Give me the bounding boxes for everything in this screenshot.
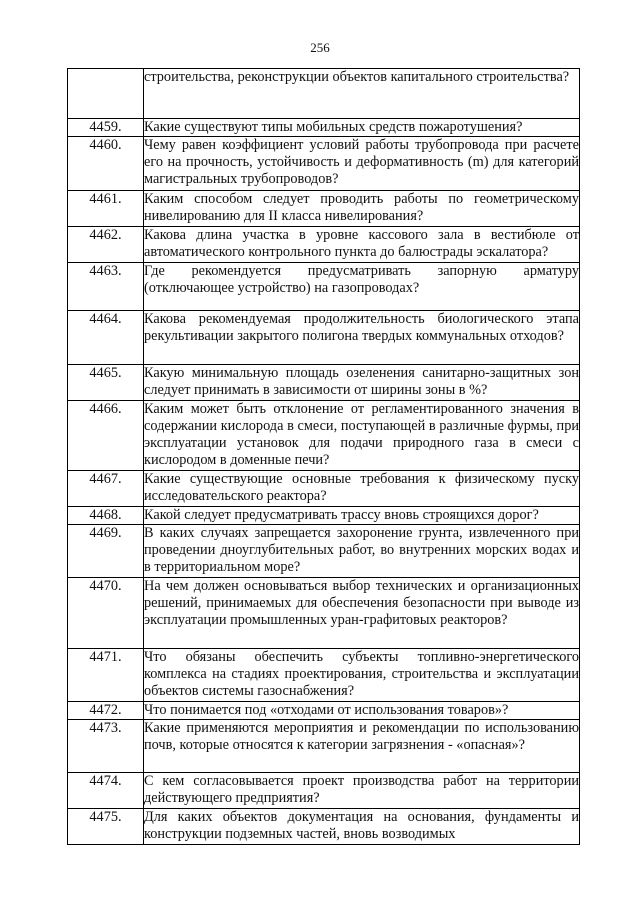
question-number: 4462. [68,227,144,263]
table-row [68,702,580,720]
table-row [68,578,580,649]
question-text: Чему равен коэффициент условий работы трубопровода при расчете его на прочность, устойчивость и деформативность (m) для категорий магистральных трубопроводов? [144,137,580,191]
question-number: 4460. [68,137,144,191]
question-number [68,69,144,119]
question-number: 4473. [68,720,144,773]
question-text: Какова длина участка в уровне кассового зала в вестибюле от автоматического контрольного пункта до балюстрады эскалатора? [144,227,580,263]
table-row [68,507,580,525]
question-text: Где рекомендуется предусматривать запорную арматуру (отключающее устройство) на газопроводах? [144,263,580,311]
question-text: строительства, реконструкции объектов капитального строительства? [144,69,580,119]
question-text: Какие существующие основные требования к физическому пуску исследовательского реактора? [144,471,580,507]
table-row [68,649,580,702]
question-number: 4475. [68,809,144,845]
table-row [68,365,580,401]
table-row [68,401,580,471]
question-number: 4467. [68,471,144,507]
question-text: Каким может быть отклонение от регламентированного значения в содержании кислорода в смеси, поступающей в различные фурмы, при эксплуатации установок для подачи природного газа в смеси с кислородом в доменные печи? [144,401,580,471]
question-text: В каких случаях запрещается захоронение грунта, извлеченного при проведении дноуглубительных работ, во внутренних морских водах и в территориальном море? [144,525,580,578]
question-text: Какие существуют типы мобильных средств пожаротушения? [144,119,580,137]
table-row [68,263,580,311]
question-number: 4465. [68,365,144,401]
question-number: 4471. [68,649,144,702]
table-row [68,119,580,137]
table-row [68,311,580,365]
question-text: Каким способом следует проводить работы по геометрическому нивелированию для II класса нивелирования? [144,191,580,227]
question-text: Какие применяются мероприятия и рекомендации по использованию почв, которые относятся к категории загрязнения - «опасная»? [144,720,580,773]
question-number: 4459. [68,119,144,137]
table-row [68,773,580,809]
question-number: 4472. [68,702,144,720]
page-number: 256 [310,40,330,55]
table-row [68,809,580,845]
question-number: 4461. [68,191,144,227]
table-row [68,227,580,263]
question-number: 4468. [68,507,144,525]
question-text: Что обязаны обеспечить субъекты топливно-энергетического комплекса на стадиях проектирования, строительства и эксплуатации объектов системы газоснабжения? [144,649,580,702]
question-text: Какой следует предусматривать трассу вновь строящихся дорог? [144,507,580,525]
question-text: С кем согласовывается проект производства работ на территории действующего предприятия? [144,773,580,809]
table-row [68,69,580,119]
questions-table [67,68,580,845]
table-row [68,191,580,227]
table-row [68,525,580,578]
table-row [68,471,580,507]
question-number: 4463. [68,263,144,311]
question-text: Что понимается под «отходами от использования товаров»? [144,702,580,720]
table-row [68,137,580,191]
question-text: На чем должен основываться выбор технических и организационных решений, принимаемых для обеспечения безопасности при выводе из эксплуатации промышленных уран-графитовых реакторов? [144,578,580,649]
question-number: 4469. [68,525,144,578]
question-number: 4474. [68,773,144,809]
question-number: 4470. [68,578,144,649]
question-number: 4466. [68,401,144,471]
table-row [68,720,580,773]
question-text: Какова рекомендуемая продолжительность биологического этапа рекультивации закрытого полигона твердых коммунальных отходов? [144,311,580,365]
question-number: 4464. [68,311,144,365]
question-text: Какую минимальную площадь озеленения санитарно-защитных зон следует принимать в зависимости от ширины зоны в %? [144,365,580,401]
question-text: Для каких объектов документация на основания, фундаменты и конструкции подземных частей, вновь возводимых [144,809,580,845]
